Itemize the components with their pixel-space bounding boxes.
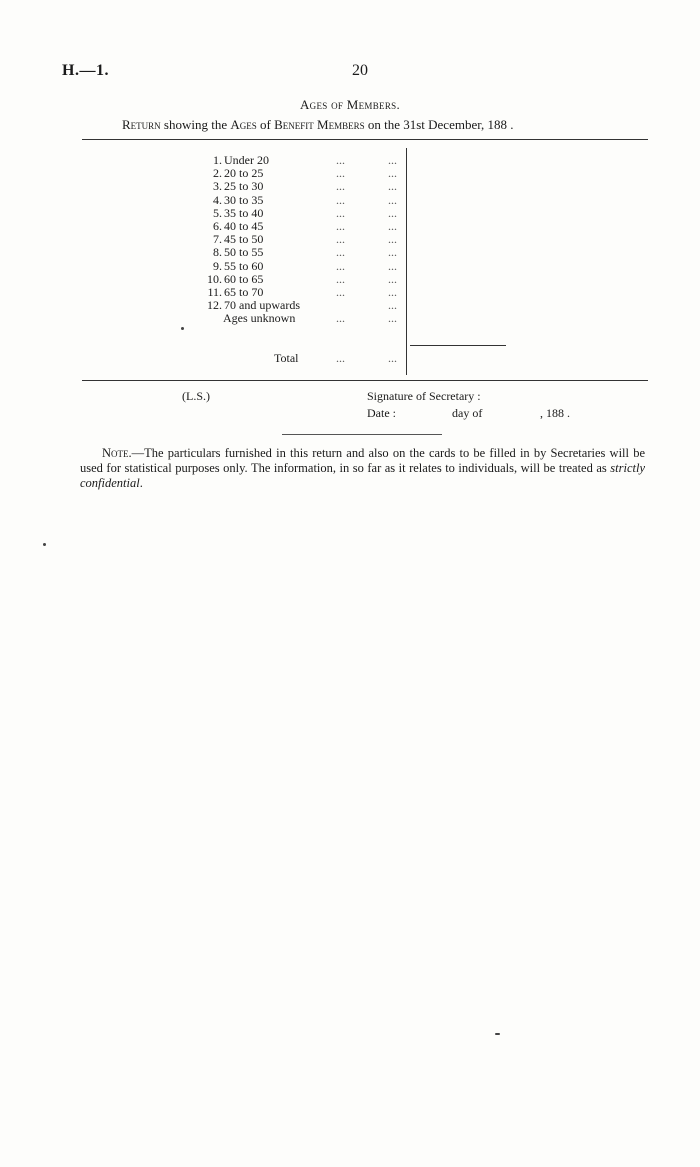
subtitle-tail: on the 31st December, 188 . — [364, 117, 514, 132]
age-row-number: 4. — [213, 192, 222, 207]
age-row — [0, 206, 700, 220]
table-top-rule — [82, 139, 648, 140]
age-row-label: Ages unknown — [223, 311, 296, 326]
date-label: Date : — [367, 406, 396, 420]
subtitle-lead: Return — [122, 117, 161, 132]
age-row-leader-dots: ... — [336, 179, 345, 194]
document-reference: H.—1. — [62, 62, 109, 79]
scan-speck — [495, 1033, 500, 1035]
age-row-label: 50 to 55 — [224, 245, 264, 260]
age-row — [0, 219, 700, 233]
age-row-label: 55 to 60 — [224, 258, 264, 273]
age-row — [0, 232, 700, 246]
return-subtitle — [122, 117, 514, 133]
age-row-leader-dots: ... — [388, 245, 397, 260]
age-row-number: 5. — [213, 205, 222, 220]
age-row-label: 20 to 25 — [224, 166, 264, 181]
age-row-number: 3. — [213, 179, 222, 194]
total-dots-1: ... — [336, 351, 345, 365]
note-lead: Note. — [102, 446, 132, 460]
age-row-label: 45 to 50 — [224, 232, 264, 247]
separator-rule — [282, 434, 442, 435]
age-row — [0, 285, 700, 299]
age-row-leader-dots: ... — [336, 153, 345, 167]
age-row-leader-dots: ... — [388, 219, 397, 233]
subtitle-text-1: showing the — [160, 117, 231, 132]
age-row-number: 12. — [207, 298, 222, 313]
age-row-leader-dots: ... — [388, 166, 397, 181]
age-row — [0, 179, 700, 193]
age-row-leader-dots: ... — [336, 232, 345, 247]
age-row-label: 40 to 45 — [224, 219, 264, 233]
subtitle-text-2: of — [256, 117, 275, 132]
age-row-leader-dots: ... — [388, 192, 397, 207]
section-title — [0, 97, 700, 113]
scan-speck — [43, 543, 46, 546]
subtitle-smallcaps-2: Benefit Members — [274, 117, 365, 132]
total-dots-2: ... — [388, 351, 397, 365]
date-year: , 188 . — [540, 406, 570, 420]
age-row-leader-dots: ... — [336, 205, 345, 220]
page-number: 20 — [352, 62, 368, 79]
age-row — [0, 259, 700, 273]
age-row-leader-dots: ... — [336, 245, 345, 260]
age-row-leader-dots: ... — [336, 258, 345, 273]
age-row-leader-dots: ... — [336, 311, 345, 326]
age-row-leader-dots: ... — [336, 192, 345, 207]
seal-mark: (L.S.) — [182, 389, 210, 403]
age-row-number: 2. — [213, 166, 222, 181]
age-row — [0, 311, 700, 325]
age-row-number: 10. — [207, 271, 222, 286]
age-row-leader-dots: ... — [388, 205, 397, 220]
age-row-leader-dots: ... — [336, 219, 345, 233]
table-bottom-rule — [82, 380, 648, 381]
age-row — [0, 193, 700, 207]
age-row-leader-dots: ... — [388, 232, 397, 247]
age-row — [0, 153, 700, 167]
section-title-text: Ages of Members. — [299, 97, 400, 112]
subtitle-smallcaps-1: Ages — [230, 117, 257, 132]
note-body: —The particulars furnished in this return and also on the cards to be filled in by Secretaries will be used for statistical purposes only. The information, in so far as it relates to individuals, will be treated as — [80, 446, 645, 475]
age-row-number: 1. — [213, 153, 222, 167]
age-row-label: Under 20 — [224, 153, 269, 167]
note-emphasis: strictly confidential — [80, 461, 645, 490]
age-row-number: 6. — [213, 219, 222, 233]
age-row-number: 11. — [207, 285, 222, 299]
signature-label: Signature of Secretary : — [367, 389, 481, 403]
date-day-of: day of — [452, 406, 483, 420]
age-row-leader-dots: ... — [388, 285, 397, 299]
age-row-label: 35 to 40 — [224, 205, 264, 220]
age-row-leader-dots: ... — [336, 285, 345, 299]
total-label: Total — [274, 351, 299, 365]
age-row-leader-dots: ... — [388, 298, 397, 313]
age-row-leader-dots: ... — [388, 179, 397, 194]
age-row-label: 60 to 65 — [224, 271, 264, 286]
age-row — [0, 166, 700, 180]
age-row — [0, 298, 700, 312]
age-row-leader-dots: ... — [388, 258, 397, 273]
age-row-leader-dots: ... — [336, 166, 345, 181]
age-row — [0, 272, 700, 286]
note-paragraph — [80, 446, 645, 491]
age-row-label: 30 to 35 — [224, 192, 264, 207]
age-row-label: 65 to 70 — [224, 285, 264, 299]
age-row-leader-dots: ... — [388, 311, 397, 326]
note-end: . — [139, 476, 143, 490]
age-row-number: 9. — [213, 258, 222, 273]
age-row-label: 70 and upwards — [224, 298, 300, 313]
age-row-number: 8. — [213, 245, 222, 260]
total-rule — [410, 345, 506, 346]
age-row-number: 7. — [213, 232, 222, 247]
age-row-leader-dots: ... — [388, 271, 397, 286]
age-row-leader-dots: ... — [336, 271, 345, 286]
age-row — [0, 245, 700, 259]
scan-speck — [181, 327, 184, 330]
age-row-label: 25 to 30 — [224, 179, 264, 194]
age-row-leader-dots: ... — [388, 153, 397, 167]
